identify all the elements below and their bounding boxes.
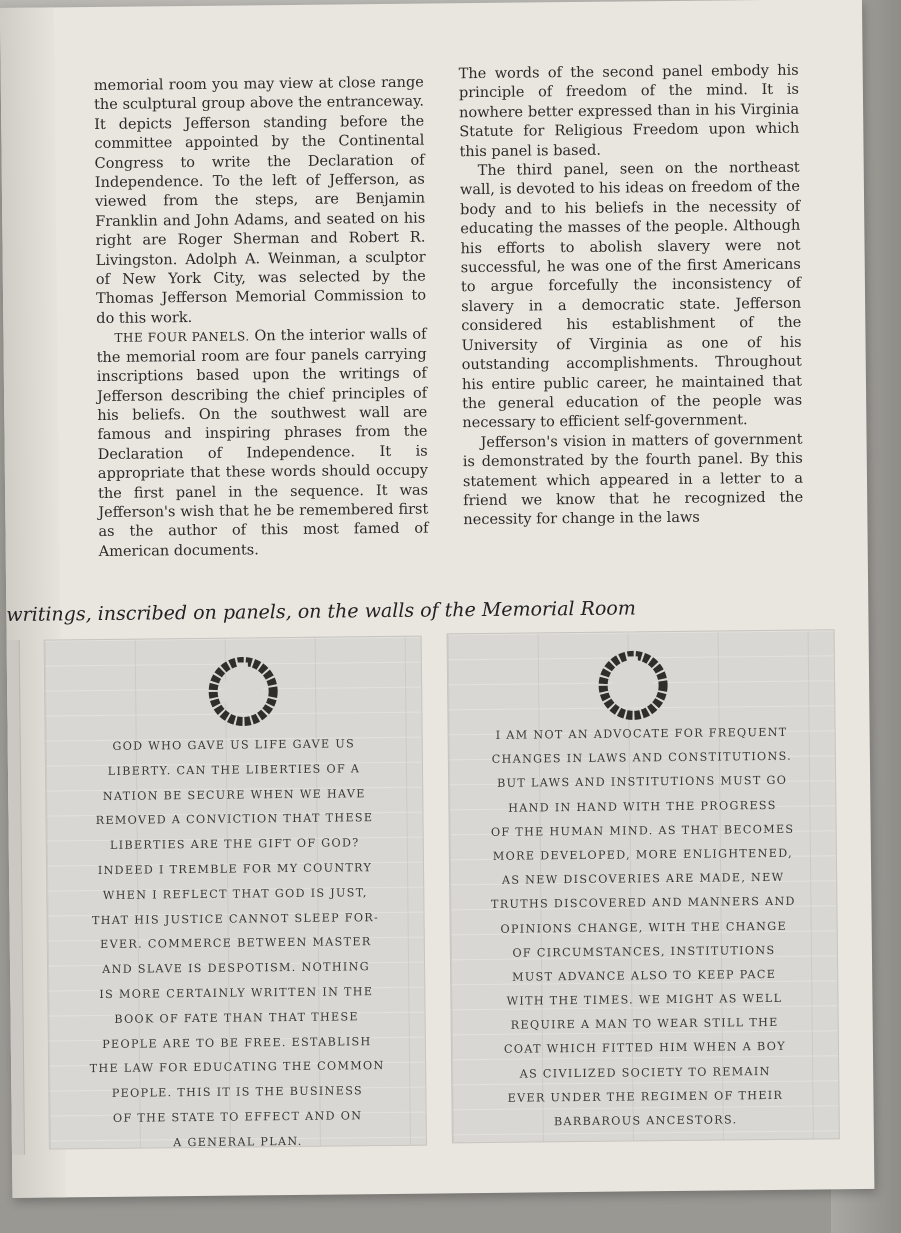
inscription-line: WHEN I REFLECT THAT GOD IS JUST, xyxy=(102,885,368,902)
right-paragraph-2: The third panel, seen on the northeast wall, is devoted to his ideas on freedom of the body and to his beliefs in the necessity of educating the masses of the people. Although his efforts to abolish slavery were not successful, he was one of the first Americans to argue forcefully the inconsistency of slavery in a democratic state. Jefferson considered his establishment of the University of Virginia as one of his outstanding accomplishments. Throughout his entire public career, he maintained that the general education of the people was necessary to efficient self-government. xyxy=(459,159,803,432)
inscription-line: I AM NOT AN ADVOCATE FOR FREQUENT xyxy=(495,725,788,742)
inscription-line: CHANGES IN LAWS AND CONSTITUTIONS. xyxy=(491,749,793,767)
inscription-line: OF CIRCUMSTANCES, INSTITUTIONS xyxy=(512,943,776,960)
inscription-line: WITH THE TIMES. WE MIGHT AS WELL xyxy=(506,991,783,1008)
inscription-line: EVER UNDER THE REGIMEN OF THEIR xyxy=(507,1088,784,1105)
inscription-line: MORE DEVELOPED, MORE ENLIGHTENED, xyxy=(492,846,793,863)
inscription-line: TRUTHS DISCOVERED AND MANNERS AND xyxy=(490,895,796,912)
left-paragraph-2-text: On the interior walls of the memorial room are four panels carrying inscriptions based upon the writings of Jefferson describing the chief principles of his beliefs. On the southwest wall are famous and inspiring phrases from the Declaration of Independence. It is appropriate that these words should occupy the first panel in the sequence. It was Jefferson's wish that he be remembered first as the author of this most famed of American documents. xyxy=(96,326,429,560)
inscription-line: PEOPLE. THIS IT IS THE BUSINESS xyxy=(111,1084,363,1101)
left-text-column xyxy=(94,74,429,563)
inscription-line: AND SLAVE IS DESPOTISM. NOTHING xyxy=(102,960,370,977)
inscription-line: OF THE HUMAN MIND. AS THAT BECOMES xyxy=(490,822,795,839)
inscription-line: GOD WHO GAVE US LIFE GAVE US xyxy=(112,737,356,753)
figure-caption: writings, inscribed on panels, on the walls of the Memorial Room xyxy=(6,597,636,626)
wreath-icon xyxy=(598,650,669,721)
inscription-line: OF THE STATE TO EFFECT AND ON xyxy=(112,1109,363,1125)
inscription-line: LIBERTIES ARE THE GIFT OF GOD? xyxy=(109,836,360,853)
runin-heading: THE FOUR PANELS. xyxy=(114,329,250,346)
inscription-line: BARBAROUS ANCESTORS. xyxy=(553,1113,738,1129)
inscription-line: THAT HIS JUSTICE CANNOT SLEEP FOR- xyxy=(91,910,380,927)
inscription-line: THE LAW FOR EDUCATING THE COMMON xyxy=(89,1059,385,1076)
inscription-panel-left xyxy=(44,636,427,1150)
inscription-line: LIBERTY. CAN THE LIBERTIES OF A xyxy=(107,762,361,778)
inscription-line: OPINIONS CHANGE, WITH THE CHANGE xyxy=(500,919,787,936)
inscription-line: AS CIVILIZED SOCIETY TO REMAIN xyxy=(519,1064,771,1081)
right-paragraph-3: Jefferson's vision in matters of government is demonstrated by the fourth panel. By this statement which appeared in a letter to a friend we know that he recognized the necessity for change in the laws xyxy=(462,431,804,529)
inscription-line: EVER. COMMERCE BETWEEN MASTER xyxy=(100,935,372,952)
inscription-panel-right xyxy=(447,629,840,1143)
right-text-column xyxy=(459,62,804,531)
inscription-line: REMOVED A CONVICTION THAT THESE xyxy=(95,811,374,828)
wreath-icon xyxy=(208,656,279,727)
inscription-line: COAT WHICH FITTED HIM WHEN A BOY xyxy=(503,1040,786,1057)
right-paragraph-1: The words of the second panel embody his principle of freedom of the mind. It is nowhere better expressed than in his Virginia Statute for Religious Freedom upon which this panel is based. xyxy=(458,62,800,160)
inscription-line: BOOK OF FATE THAN THAT THESE xyxy=(114,1010,359,1026)
inscription-line: INDEED I TREMBLE FOR MY COUNTRY xyxy=(97,861,373,878)
left-paragraph-1: memorial room you may view at close range the sculptural group above the entranceway. It depicts Jefferson standing before the committee appointed by the Continental Congress to write the Declaration of Independence. To the left of Jefferson, as viewed from the steps, are Benjamin Franklin and John Adams, and seated on his right are Roger Sherman and Robert R. Livingston. Adolph A. Weinman, a sculptor of New York City, was selected by the Thomas Jefferson Memorial Commission to do this work. xyxy=(93,74,427,327)
inscription-line: AS NEW DISCOVERIES ARE MADE, NEW xyxy=(501,870,785,887)
panel-left-inscription xyxy=(46,732,426,1157)
inscription-line: IS MORE CERTAINLY WRITTEN IN THE xyxy=(99,985,374,1001)
inscription-line: NATION BE SECURE WHEN WE HAVE xyxy=(102,786,366,803)
inscription-line: BUT LAWS AND INSTITUTIONS MUST GO xyxy=(497,774,788,791)
inscription-line: HAND IN HAND WITH THE PROGRESS xyxy=(508,798,777,815)
panel-right-inscription xyxy=(449,720,839,1135)
inscription-line: REQUIRE A MAN TO WEAR STILL THE xyxy=(510,1016,779,1032)
inscription-line: PEOPLE ARE TO BE FREE. ESTABLISH xyxy=(102,1034,372,1051)
inscription-line: MUST ADVANCE ALSO TO KEEP PACE xyxy=(512,967,777,984)
inscription-line: A GENERAL PLAN. xyxy=(173,1134,303,1149)
left-paragraph-2 xyxy=(96,326,428,562)
